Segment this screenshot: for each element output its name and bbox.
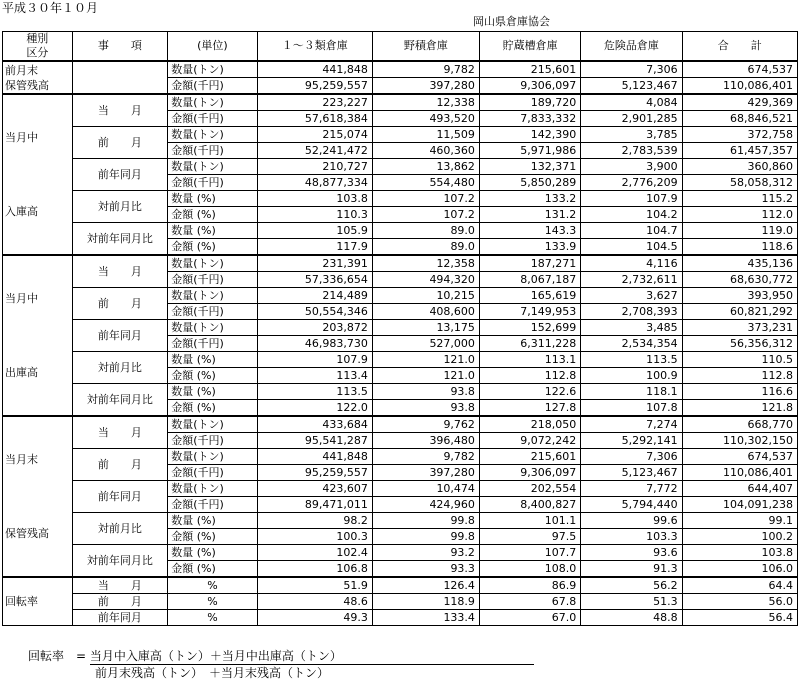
value-cell: 110,086,401 [682,465,797,481]
value-cell: 493,520 [372,111,479,127]
value-cell: 50,554,346 [257,304,372,320]
value-cell: 2,901,285 [581,111,682,127]
value-cell: 6,311,228 [479,336,580,352]
end_stock-label [3,416,73,577]
unit-label: 数量(トン) [168,61,257,78]
category-header-bottom: 区分 [26,46,49,59]
value-cell: 117.9 [257,239,372,256]
value-cell: 7,274 [581,416,682,433]
outbound-label [3,255,73,416]
value-cell: 4,116 [581,255,682,272]
prev-stock-label [3,61,73,94]
outbound-label-line1: 当月中 [5,291,38,305]
value-cell: 64.4 [682,577,797,594]
value-cell: 215,601 [479,449,580,465]
value-cell: 423,607 [257,481,372,497]
unit-label: 数量(トン) [168,481,257,497]
warehouse-statistics-table [2,31,798,626]
unit-label: 数量(トン) [168,320,257,336]
value-cell: 527,000 [372,336,479,352]
unit-label: 数量(トン) [168,449,257,465]
value-cell: 93.2 [372,545,479,561]
value-cell: 112.8 [479,368,580,384]
outbound-label-line2: 出庫高 [5,365,38,379]
unit-label: 数量(トン) [168,416,257,433]
value-cell: 668,770 [682,416,797,433]
value-cell: 112.0 [682,207,797,223]
value-cell: 429,369 [682,94,797,111]
unit-label: 金額(千円) [168,175,257,191]
row-group-label: 前 月 [72,288,168,320]
unit-label: 数量 (%) [168,384,257,400]
value-cell: 143.3 [479,223,580,239]
unit-label: % [168,610,257,626]
item-header: 事 項 [72,32,168,62]
value-cell: 10,215 [372,288,479,304]
formula-lhs: 回転率 = [28,649,87,663]
value-cell: 187,271 [479,255,580,272]
unit-label: 金額(千円) [168,336,257,352]
value-cell: 5,292,141 [581,433,682,449]
turnover-formula [28,649,534,680]
value-cell: 67.8 [479,594,580,610]
unit-label: 金額 (%) [168,368,257,384]
unit-label: % [168,594,257,610]
value-cell: 56.0 [682,594,797,610]
value-cell: 9,782 [372,61,479,78]
value-cell: 8,400,827 [479,497,580,513]
row-group-label: 対前年同月比 [72,384,168,417]
value-cell: 360,860 [682,159,797,175]
value-cell: 2,534,354 [581,336,682,352]
value-cell: 107.9 [257,352,372,368]
table-row [3,94,798,111]
value-cell: 48,877,334 [257,175,372,191]
table-row [3,610,798,626]
value-cell: 68,846,521 [682,111,797,127]
table-row [3,61,798,78]
table-row [3,594,798,610]
value-cell: 107.7 [479,545,580,561]
value-cell: 5,850,289 [479,175,580,191]
value-cell: 133.9 [479,239,580,256]
value-cell: 7,772 [581,481,682,497]
unit-label: 金額(千円) [168,143,257,159]
value-cell: 393,950 [682,288,797,304]
value-cell: 98.2 [257,513,372,529]
value-cell: 52,241,472 [257,143,372,159]
value-cell: 89.0 [372,223,479,239]
value-cell: 5,794,440 [581,497,682,513]
value-cell: 441,848 [257,449,372,465]
table-row [3,223,798,239]
row-group-label: 対前月比 [72,513,168,545]
value-cell: 93.6 [581,545,682,561]
value-cell: 396,480 [372,433,479,449]
unit-label: 金額 (%) [168,207,257,223]
value-cell: 107.8 [581,400,682,417]
unit-label: 金額 (%) [168,400,257,417]
organization-name: 岡山県倉庫協会 [473,15,550,28]
value-cell: 215,074 [257,127,372,143]
table-row [3,481,798,497]
unit-label: 金額(千円) [168,497,257,513]
value-cell: 215,601 [479,61,580,78]
value-cell: 103.3 [581,529,682,545]
value-cell: 7,306 [581,61,682,78]
unit-label: 数量(トン) [168,127,257,143]
value-cell: 100.2 [682,529,797,545]
row-group-label: 対前月比 [72,352,168,384]
value-cell: 433,684 [257,416,372,433]
value-cell: 152,699 [479,320,580,336]
value-cell: 61,457,357 [682,143,797,159]
unit-label: 金額 (%) [168,529,257,545]
prev-stock-label-line1: 前月末 [5,63,38,77]
row-group-label: 当 月 [72,255,168,288]
value-cell: 189,720 [479,94,580,111]
value-cell: 231,391 [257,255,372,272]
value-cell: 99.8 [372,529,479,545]
value-cell: 644,407 [682,481,797,497]
value-cell: 107.9 [581,191,682,207]
turnover-label: 回転率 [3,577,73,626]
value-cell: 12,358 [372,255,479,272]
value-cell: 7,833,332 [479,111,580,127]
value-cell: 86.9 [479,577,580,594]
unit-label: 数量 (%) [168,513,257,529]
value-cell: 58,058,312 [682,175,797,191]
value-cell: 110.3 [257,207,372,223]
value-cell: 127.8 [479,400,580,417]
value-cell: 106.8 [257,561,372,578]
value-cell: 3,900 [581,159,682,175]
table-row [3,352,798,368]
table-row [3,384,798,400]
value-cell: 223,227 [257,94,372,111]
value-cell: 13,175 [372,320,479,336]
value-cell: 49.3 [257,610,372,626]
value-cell: 118.1 [581,384,682,400]
value-cell: 121.0 [372,368,479,384]
column-header-2: 貯蔵槽倉庫 [479,32,580,62]
table-row [3,320,798,336]
value-cell: 89.0 [372,239,479,256]
value-cell: 7,306 [581,449,682,465]
value-cell: 107.2 [372,207,479,223]
value-cell: 441,848 [257,61,372,78]
row-group-label: 前年同月 [72,159,168,191]
value-cell: 408,600 [372,304,479,320]
table-row [3,513,798,529]
value-cell: 397,280 [372,78,479,95]
value-cell: 133.2 [479,191,580,207]
value-cell: 104.2 [581,207,682,223]
value-cell: 5,971,986 [479,143,580,159]
unit-label: 数量 (%) [168,352,257,368]
value-cell: 12,338 [372,94,479,111]
value-cell: 57,618,384 [257,111,372,127]
value-cell: 113.4 [257,368,372,384]
value-cell: 494,320 [372,272,479,288]
row-group-label: 対前年同月比 [72,545,168,578]
value-cell: 126.4 [372,577,479,594]
value-cell: 460,360 [372,143,479,159]
value-cell: 46,983,730 [257,336,372,352]
table-row [3,416,798,433]
value-cell: 112.8 [682,368,797,384]
value-cell: 104,091,238 [682,497,797,513]
value-cell: 93.8 [372,400,479,417]
value-cell: 118.9 [372,594,479,610]
report-date: 平成３０年１０月 [2,1,99,15]
value-cell: 110,086,401 [682,78,797,95]
row-group-label: 前年同月 [72,610,168,626]
value-cell: 2,783,539 [581,143,682,159]
inbound-label [3,94,73,255]
inbound-label-line1: 当月中 [5,130,38,144]
value-cell: 165,619 [479,288,580,304]
value-cell: 9,762 [372,416,479,433]
value-cell: 435,136 [682,255,797,272]
unit-label: 金額 (%) [168,239,257,256]
unit-label: 数量 (%) [168,545,257,561]
table-row [3,191,798,207]
unit-label: 金額(千円) [168,433,257,449]
unit-label: 金額(千円) [168,272,257,288]
value-cell: 674,537 [682,449,797,465]
unit-label: 金額(千円) [168,78,257,95]
value-cell: 3,627 [581,288,682,304]
row-group-label [72,61,168,94]
unit-label: % [168,577,257,594]
column-header-1: 野積倉庫 [372,32,479,62]
row-group-label: 前年同月 [72,320,168,352]
formula-numerator: 当月中入庫高（トン）＋当月中出庫高（トン） [90,649,534,665]
value-cell: 113.1 [479,352,580,368]
value-cell: 99.8 [372,513,479,529]
table-row [3,255,798,272]
value-cell: 674,537 [682,61,797,78]
value-cell: 95,259,557 [257,465,372,481]
unit-label: 数量 (%) [168,223,257,239]
value-cell: 95,541,287 [257,433,372,449]
value-cell: 2,732,611 [581,272,682,288]
value-cell: 3,785 [581,127,682,143]
value-cell: 118.6 [682,239,797,256]
unit-label: 金額(千円) [168,465,257,481]
row-group-label: 対前月比 [72,191,168,223]
value-cell: 106.0 [682,561,797,578]
end_stock-label-line2: 保管残高 [5,526,49,540]
value-cell: 218,050 [479,416,580,433]
value-cell: 51.3 [581,594,682,610]
value-cell: 8,067,187 [479,272,580,288]
value-cell: 214,489 [257,288,372,304]
value-cell: 5,123,467 [581,78,682,95]
table-row [3,449,798,465]
value-cell: 113.5 [581,352,682,368]
value-cell: 13,862 [372,159,479,175]
value-cell: 122.0 [257,400,372,417]
table-row [3,159,798,175]
table-row [3,545,798,561]
value-cell: 210,727 [257,159,372,175]
value-cell: 9,782 [372,449,479,465]
unit-label: 数量(トン) [168,159,257,175]
unit-label: 金額 (%) [168,561,257,578]
value-cell: 56,356,312 [682,336,797,352]
row-group-label: 当 月 [72,577,168,594]
value-cell: 99.1 [682,513,797,529]
table-body [3,32,798,626]
value-cell: 11,509 [372,127,479,143]
value-cell: 142,390 [479,127,580,143]
unit-label: 金額(千円) [168,304,257,320]
value-cell: 105.9 [257,223,372,239]
unit-header: (単位) [168,32,257,62]
value-cell: 115.2 [682,191,797,207]
value-cell: 91.3 [581,561,682,578]
prev-stock-label-line2: 保管残高 [5,78,49,92]
end_stock-label-line1: 当月末 [5,452,38,466]
column-header-0: １～３類倉庫 [257,32,372,62]
category-header [3,32,73,62]
value-cell: 424,960 [372,497,479,513]
row-group-label: 当 月 [72,416,168,449]
value-cell: 57,336,654 [257,272,372,288]
value-cell: 102.4 [257,545,372,561]
value-cell: 56.4 [682,610,797,626]
value-cell: 5,123,467 [581,465,682,481]
unit-label: 数量 (%) [168,191,257,207]
value-cell: 121.8 [682,400,797,417]
table-row [3,577,798,594]
value-cell: 68,630,772 [682,272,797,288]
column-header-3: 危険品倉庫 [581,32,682,62]
value-cell: 100.9 [581,368,682,384]
value-cell: 7,149,953 [479,304,580,320]
value-cell: 67.0 [479,610,580,626]
value-cell: 10,474 [372,481,479,497]
value-cell: 60,821,292 [682,304,797,320]
value-cell: 56.2 [581,577,682,594]
value-cell: 372,758 [682,127,797,143]
value-cell: 110,302,150 [682,433,797,449]
value-cell: 100.3 [257,529,372,545]
value-cell: 48.6 [257,594,372,610]
table-row [3,127,798,143]
value-cell: 97.5 [479,529,580,545]
value-cell: 122.6 [479,384,580,400]
value-cell: 2,708,393 [581,304,682,320]
value-cell: 48.8 [581,610,682,626]
value-cell: 3,485 [581,320,682,336]
value-cell: 373,231 [682,320,797,336]
row-group-label: 当 月 [72,94,168,127]
value-cell: 89,471,011 [257,497,372,513]
unit-label: 数量(トン) [168,255,257,272]
inbound-label-line2: 入庫高 [5,204,38,218]
value-cell: 131.2 [479,207,580,223]
unit-label: 数量(トン) [168,94,257,111]
value-cell: 104.5 [581,239,682,256]
value-cell: 119.0 [682,223,797,239]
column-header-4: 合 計 [682,32,797,62]
value-cell: 110.5 [682,352,797,368]
value-cell: 95,259,557 [257,78,372,95]
row-group-label: 前 月 [72,127,168,159]
value-cell: 203,872 [257,320,372,336]
row-group-label: 前 月 [72,594,168,610]
value-cell: 9,072,242 [479,433,580,449]
value-cell: 554,480 [372,175,479,191]
category-header-top: 種別 [26,32,49,45]
value-cell: 93.3 [372,561,479,578]
value-cell: 103.8 [682,545,797,561]
value-cell: 132,371 [479,159,580,175]
formula-denominator: 前月末残高（トン） ＋当月末残高（トン） [95,666,330,680]
value-cell: 4,084 [581,94,682,111]
value-cell: 121.0 [372,352,479,368]
value-cell: 103.8 [257,191,372,207]
value-cell: 101.1 [479,513,580,529]
value-cell: 108.0 [479,561,580,578]
value-cell: 107.2 [372,191,479,207]
table-row [3,288,798,304]
value-cell: 202,554 [479,481,580,497]
unit-label: 数量(トン) [168,288,257,304]
value-cell: 116.6 [682,384,797,400]
value-cell: 93.8 [372,384,479,400]
row-group-label: 前 月 [72,449,168,481]
value-cell: 99.6 [581,513,682,529]
row-group-label: 対前年同月比 [72,223,168,256]
value-cell: 9,306,097 [479,465,580,481]
value-cell: 2,776,209 [581,175,682,191]
value-cell: 9,306,097 [479,78,580,95]
value-cell: 113.5 [257,384,372,400]
row-group-label: 前年同月 [72,481,168,513]
unit-label: 金額(千円) [168,111,257,127]
value-cell: 104.7 [581,223,682,239]
value-cell: 51.9 [257,577,372,594]
value-cell: 133.4 [372,610,479,626]
value-cell: 397,280 [372,465,479,481]
